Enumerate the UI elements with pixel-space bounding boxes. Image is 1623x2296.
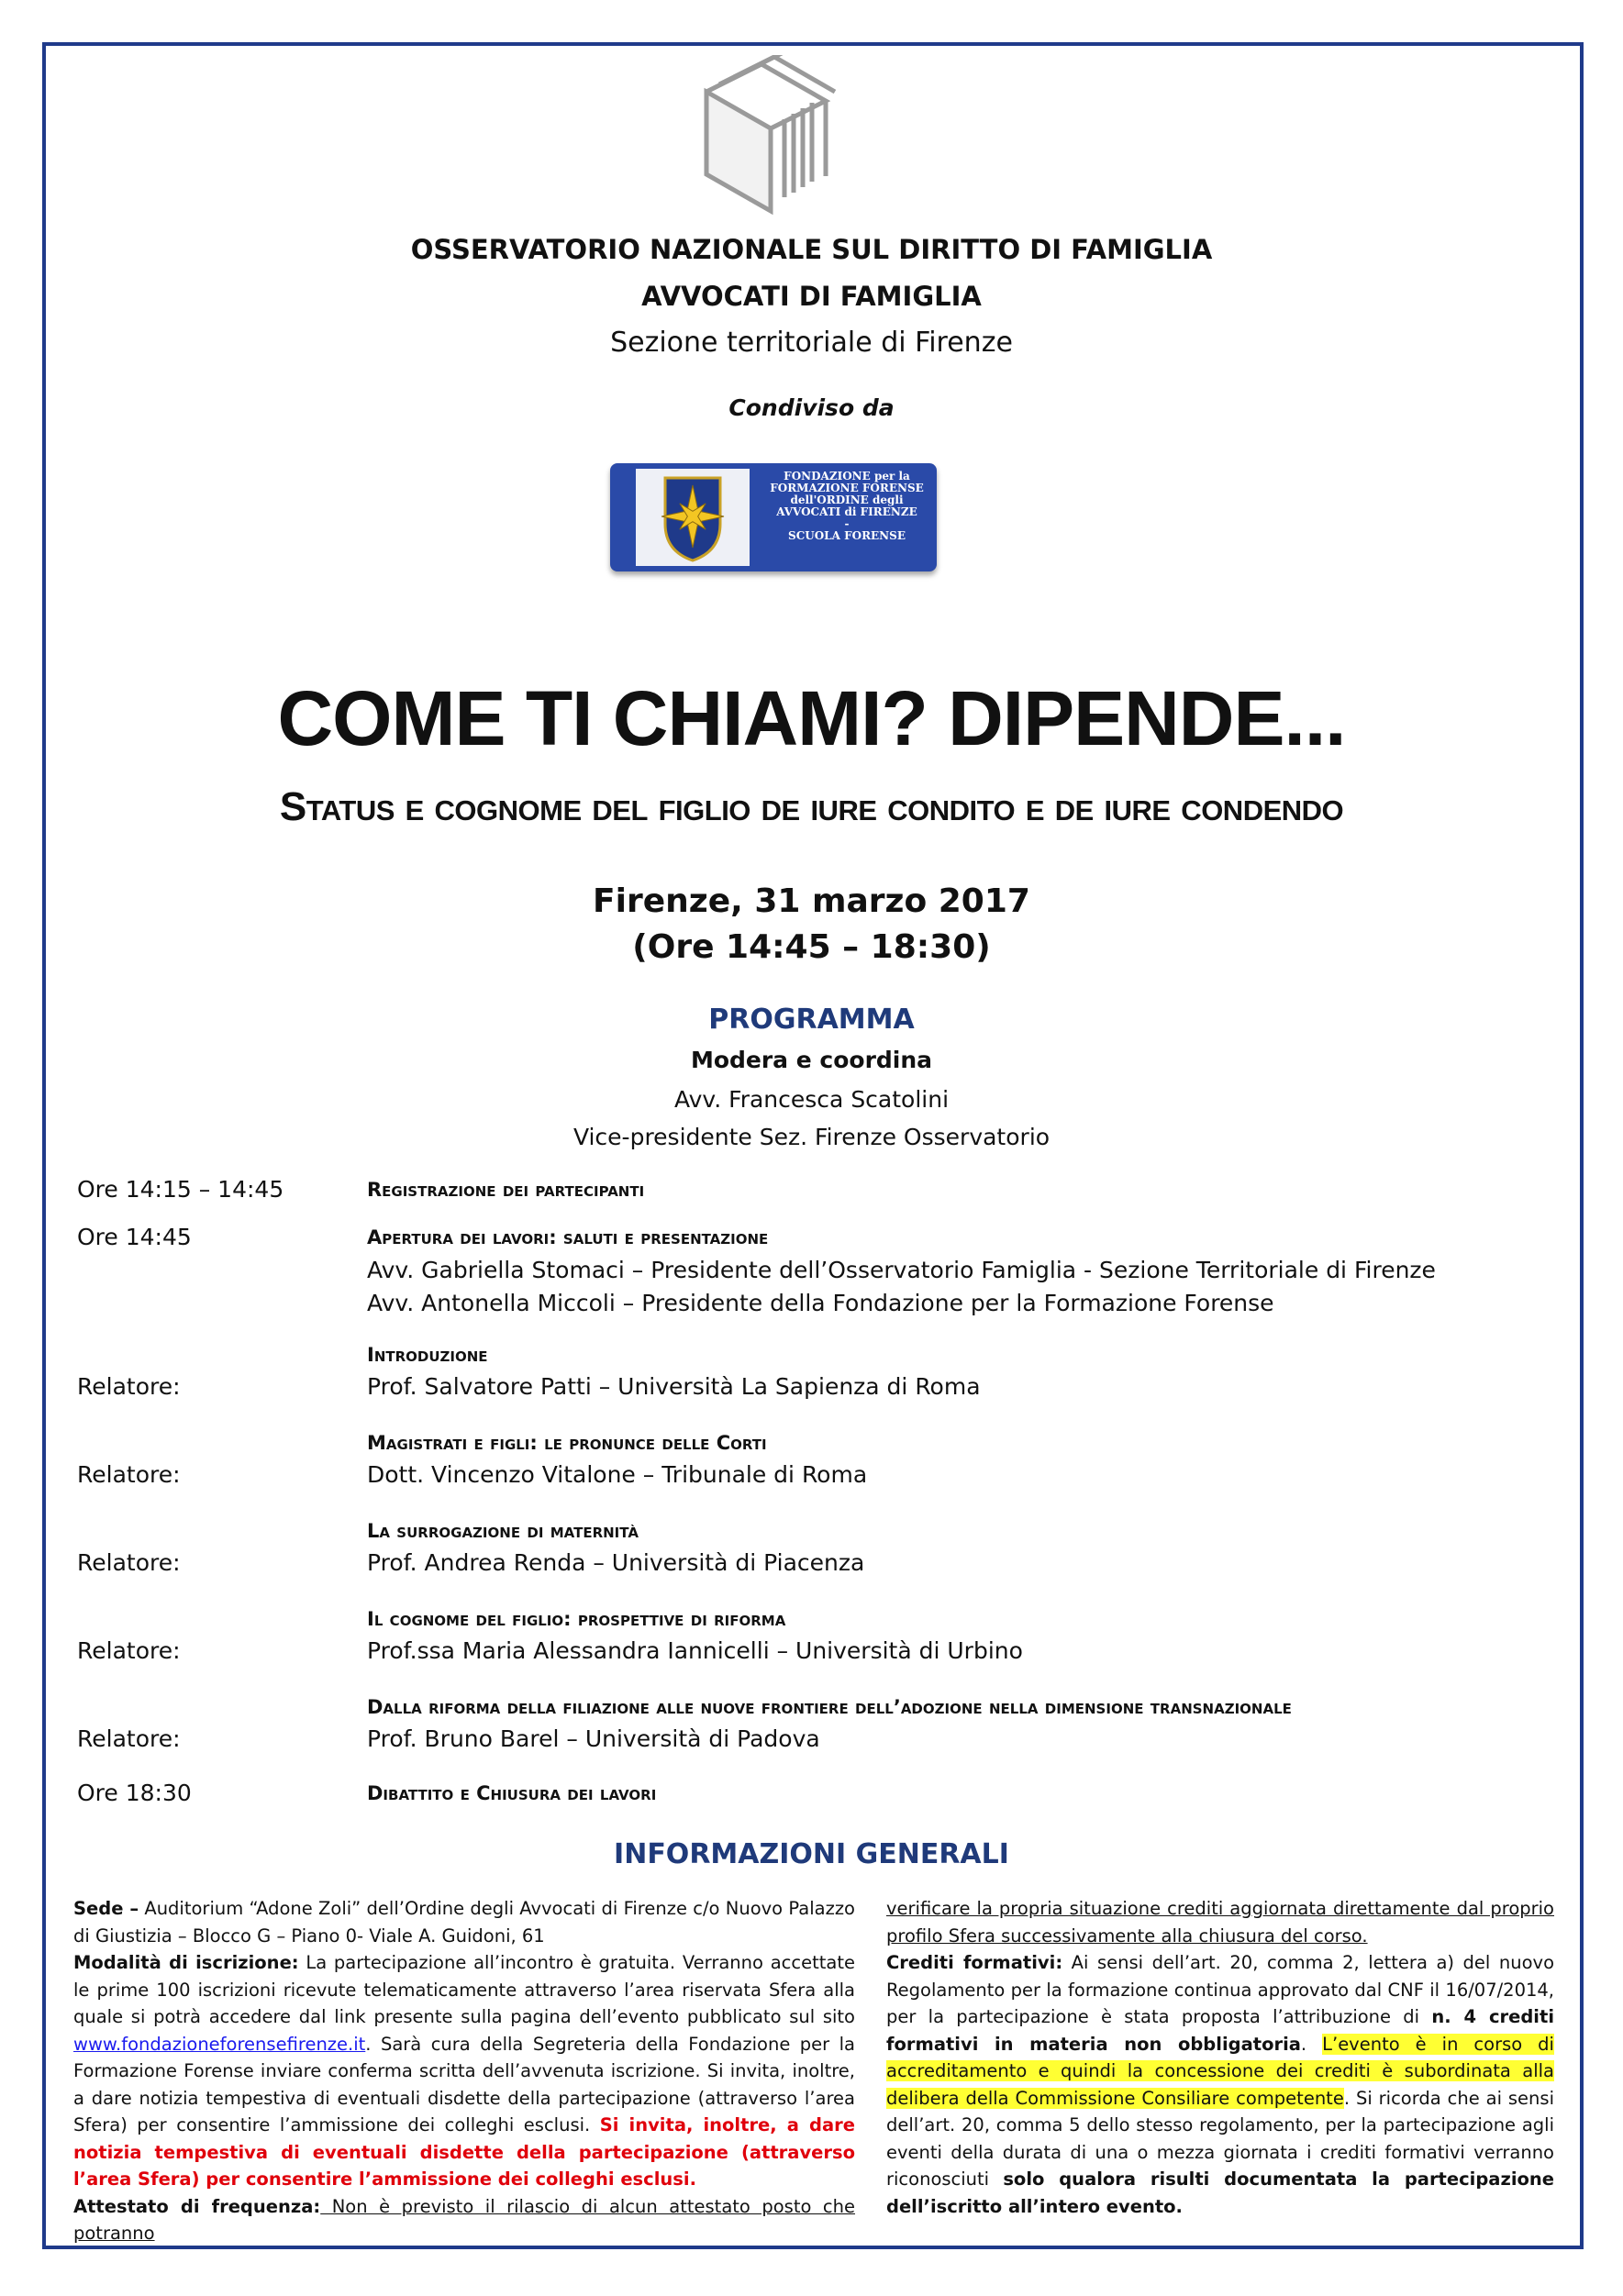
info-right-column (886, 1895, 1554, 2220)
info-heading: INFORMAZIONI GENERALI (614, 1838, 1009, 1870)
speaker-line: Prof. Salvatore Patti – Università La Sapienza di Roma (367, 1373, 981, 1400)
foundation-crest (636, 469, 750, 566)
speaker-label: Relatore: (77, 1549, 181, 1576)
session-title: Magistrati e figli: le pronunce delle Corti (367, 1432, 767, 1454)
event-subtitle: Status e cognome del figlio de iure condito e de iure condendo (279, 784, 1344, 829)
session-title: Dalla riforma della filiazione alle nuove frontiere dell’adozione nella dimensione transnazionale (367, 1696, 1292, 1718)
org-section: Sezione territoriale di Firenze (610, 327, 1013, 359)
attestato-continued: verificare la propria situazione crediti aggiornata direttamente dal proprio profilo Sfera successivamente alla chiusura del corso. (886, 1898, 1554, 1947)
accreditation-note: L’evento è in corso di accreditamento e quindi la concessione dei crediti è subordinata alla delibera della Commissione Consiliare competente (886, 2033, 1554, 2109)
iscrizione-text-2: . Sarà cura della Segreteria della Fondazione per la Formazione Forense inviare conferma scritta dell’avvenuta iscrizione. Si invita, inoltre, a dare notizia tempestiva di eventuali disdette della partecipazione (attraverso l’area Sfera) per consentire l’ammissione dei colleghi esclusi. (73, 2033, 855, 2135)
moderator-role: Vice-presidente Sez. Firenze Osservatorio (572, 1124, 1051, 1150)
event-title: COME TI CHIAMI? DIPENDE... (277, 675, 1346, 761)
org-name-line2: AVVOCATI DI FAMIGLIA (641, 281, 982, 312)
foundation-name (762, 471, 931, 542)
crediti-dot: . (1300, 2033, 1323, 2055)
speaker-line: Prof.ssa Maria Alessandra Iannicelli – Università di Urbino (367, 1637, 1023, 1664)
crediti-text: Ai sensi dell’art. 20, comma 2, lettera a) del nuovo Regolamento per la formazione continua approvato dal CNF il 16/07/2014, per la partecipazione è stata proposta l’attribuzione di (886, 1952, 1555, 2027)
foundation-logo (610, 463, 937, 571)
foundation-line: AVVOCATI di FIRENZE (776, 505, 917, 518)
crediti-text-2: . Si ricorda che ai sensi dell’art. 20, comma 5 dello stesso regolamento, per la partecipazione agli eventi della durata di una o mezza giornata i crediti formativi verranno riconosciuti (886, 2087, 1554, 2190)
crediti-amount: n. 4 crediti formativi in materia non obbligatoria (886, 2006, 1554, 2055)
speaker-label: Relatore: (77, 1637, 181, 1664)
session-title: Apertura dei lavori: saluti e presentazione (367, 1226, 769, 1248)
crediti-label: Crediti formativi: (886, 1952, 1063, 1973)
time-label: Ore 14:45 (77, 1224, 192, 1250)
shared-by-label: Condiviso da (728, 394, 895, 421)
compass-star-icon (636, 469, 750, 566)
speaker-label: Relatore: (77, 1725, 181, 1752)
iscrizione-text: La partecipazione all’incontro è gratuita. Verranno accettate le prime 100 iscrizioni ricevute telematicamente attraverso l’area riservata Sfera alla quale si potrà accedere dal link presente sulla pagina dell’evento pubblicato sul sito (73, 1952, 855, 2027)
moderator-name: Avv. Francesca Scatolini (673, 1086, 950, 1113)
moderator-label: Modera e coordina (690, 1047, 933, 1073)
info-left-column (73, 1895, 855, 2247)
sede-text: Auditorium “Adone Zoli” dell’Ordine degli Avvocati di Firenze c/o Nuovo Palazzo di Giustizia – Blocco G – Piano 0- Viale A. Guidoni, 61 (73, 1898, 855, 1947)
time-label: Ore 14:15 – 14:45 (77, 1176, 284, 1203)
speaker-line: Avv. Antonella Miccoli – Presidente della Fondazione per la Formazione Forense (367, 1290, 1274, 1316)
attestato-text: Non è previsto il rilascio di alcun attestato posto che potranno (73, 2195, 855, 2244)
iscrizione-warning: Si invita, inoltre, a dare notizia tempestiva di eventuali disdette della partecipazione (attraverso l’area Sfera) per consentire l’ammissione dei colleghi esclusi. (73, 2114, 855, 2190)
speaker-line: Prof. Andrea Renda – Università di Piacenza (367, 1549, 865, 1576)
crediti-condition: solo qualora risulti documentata la partecipazione dell’iscritto all’intero evento. (886, 2168, 1555, 2217)
foundation-line: - (844, 517, 850, 530)
session-title: Il cognome del figlio: prospettive di riforma (367, 1608, 786, 1630)
foundation-line: FORMAZIONE FORENSE (770, 482, 924, 494)
org-name-line1: OSSERVATORIO NAZIONALE SUL DIRITTO DI FAMIGLIA (410, 234, 1213, 265)
time-label: Ore 18:30 (77, 1780, 192, 1806)
speaker-line: Avv. Gabriella Stomaci – Presidente dell’Osservatorio Famiglia - Sezione Territoriale di Firenze (367, 1257, 1436, 1283)
iscrizione-label: Modalità di iscrizione: (73, 1952, 299, 1973)
programma-heading: PROGRAMMA (708, 1004, 915, 1036)
session-title: Dibattito e Chiusura dei lavori (367, 1782, 657, 1804)
website-link[interactable]: www.fondazioneforensefirenze.it (73, 2033, 366, 2055)
foundation-line: FONDAZIONE per la (784, 470, 910, 482)
session-title: Registrazione dei partecipanti (367, 1179, 645, 1201)
foundation-line: SCUOLA FORENSE (788, 529, 906, 542)
attestato-label: Attestato di frequenza: (73, 2195, 321, 2217)
speaker-label: Relatore: (77, 1461, 181, 1488)
sede-label: Sede – (73, 1898, 139, 1919)
event-date: Firenze, 31 marzo 2017 (593, 882, 1030, 920)
observatory-logo-icon (697, 55, 844, 220)
foundation-line: dell'ORDINE degli (790, 494, 904, 506)
speaker-label: Relatore: (77, 1373, 181, 1400)
speaker-line: Prof. Bruno Barel – Università di Padova (367, 1725, 820, 1752)
session-title: Introduzione (367, 1344, 488, 1366)
event-hours: (Ore 14:45 – 18:30) (632, 928, 991, 966)
speaker-line: Dott. Vincenzo Vitalone – Tribunale di Roma (367, 1461, 868, 1488)
session-title: La surrogazione di maternità (367, 1520, 639, 1542)
